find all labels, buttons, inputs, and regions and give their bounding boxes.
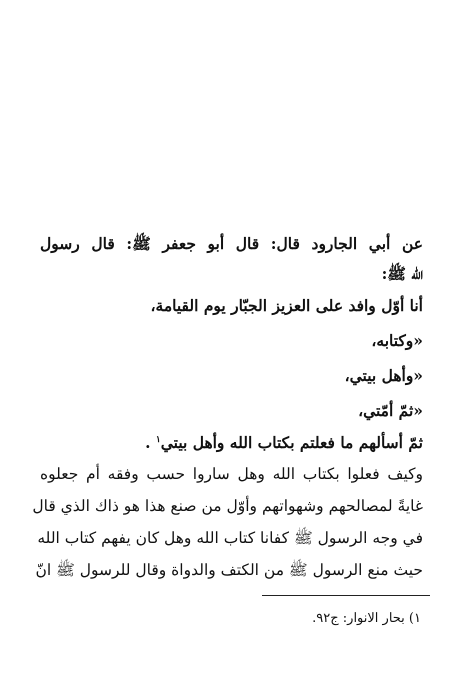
text-line-7-body: ثمّ أسألهم ما فعلتم بكتاب الله وأهل بيتي [160, 433, 423, 453]
footnote: ١) بحار الانوار: ج٩٢. [312, 611, 421, 626]
text-line-2: الله ﷺ: [381, 264, 423, 283]
text-line-6: «ثمّ أمّتي، [358, 401, 423, 420]
text-line-1: عن أبي الجارود قال: قال أبو جعفر ﷺ: قال رسول [40, 234, 423, 253]
text-line-3: أنا أوّل وافد على العزيز الجبّار يوم القيامة، [150, 296, 423, 315]
text-line-9: غايةً لمصالحهم وشهواتهم وأوّل من صنع هذا هو ذاك الذي قال [32, 497, 423, 515]
text-line-11: حيث منع الرسول ﷺ من الكتف والدواة وقال للرسول ﷺ انّ [35, 561, 423, 579]
text-line-5: «وأهل بيتي، [344, 366, 423, 385]
text-line-7 [145, 428, 423, 455]
text-line-10: في وجه الرسول ﷺ كفانا كتاب الله وهل كان يفهم كتاب الله [37, 529, 423, 547]
footnote-divider [262, 595, 430, 596]
text-line-8: وكيف فعلوا بكتاب الله وهل ساروا حسب وفقه أم جعلوه [40, 465, 423, 483]
text-line-4: «وكتابه، [371, 331, 423, 350]
text-line-7-end: . [145, 433, 151, 453]
footnote-ref: ١ [155, 435, 161, 445]
